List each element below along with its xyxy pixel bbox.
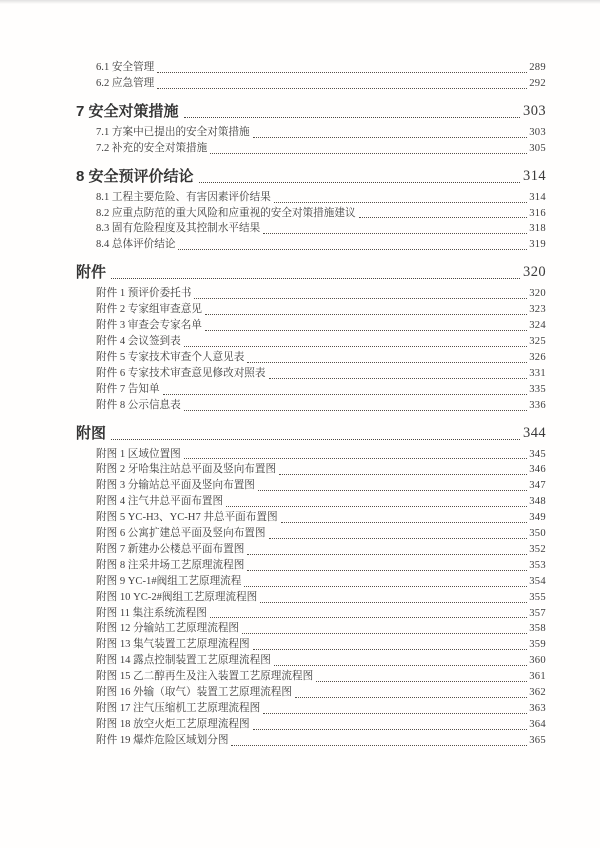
toc-entry-page: 289 (529, 62, 546, 73)
dot-leader (253, 137, 528, 138)
toc-entry-page: 364 (529, 718, 546, 730)
toc-entry-page: 316 (529, 207, 546, 219)
toc-entry-page: 314 (523, 167, 546, 184)
toc-entry (76, 478, 546, 494)
toc-entry (76, 669, 546, 685)
toc-entry (76, 462, 546, 478)
dot-leader (316, 681, 527, 682)
dot-leader (184, 346, 527, 347)
dot-leader (247, 554, 527, 555)
toc-entry (76, 141, 546, 157)
toc-entry (76, 574, 546, 590)
toc-entry (76, 733, 546, 749)
toc-entry-page: 344 (523, 424, 546, 441)
toc-entry-page: 357 (529, 607, 546, 619)
dot-leader (247, 570, 527, 571)
toc-entry-label: 附件 5 专家技术审查个人意见表 (96, 351, 245, 363)
toc-entry-label: 附图 16 外输（取气）装置工艺原理流程图 (96, 687, 292, 699)
toc-entry-page: 324 (529, 320, 546, 332)
toc-entry (76, 334, 546, 350)
toc-entry (76, 262, 546, 283)
toc-entry (76, 350, 546, 366)
dot-leader (210, 153, 527, 154)
toc-entry (76, 382, 546, 398)
toc-entry-page: 320 (523, 264, 546, 281)
toc-entry-page: 363 (529, 703, 546, 714)
toc-entry (76, 125, 546, 141)
toc-entry-label: 附件 4 会议签到表 (96, 335, 181, 347)
toc-entry-label: 6.2 应急管理 (96, 77, 155, 89)
toc-entry (76, 606, 546, 622)
dot-leader (263, 713, 527, 714)
toc-entry-page: 347 (529, 480, 546, 492)
dot-leader (163, 394, 528, 395)
toc-entry-label: 7.1 方案中已提出的安全对策措施 (96, 126, 250, 138)
toc-entry-page: 346 (529, 464, 546, 476)
toc-entry-label: 7 安全对策措施 (76, 102, 179, 120)
dot-leader (157, 72, 527, 73)
toc-entry-page: 314 (529, 191, 546, 203)
toc-entry-page: 305 (529, 142, 546, 154)
dot-leader (247, 362, 527, 363)
dot-leader (253, 729, 528, 730)
toc-entry (76, 366, 546, 382)
dot-leader (274, 665, 527, 666)
dot-leader (184, 458, 527, 459)
toc-entry (76, 558, 546, 574)
toc-entry-page: 359 (529, 639, 546, 651)
toc-entry (76, 653, 546, 669)
toc-entry-page: 303 (523, 102, 546, 119)
dot-leader (359, 217, 528, 218)
toc-entry (76, 302, 546, 318)
toc-entry-label: 附图 8 注采井场工艺原理流程图 (96, 559, 245, 571)
toc-entry-label: 附图 2 牙哈集注站总平面及竖向布置图 (96, 464, 277, 476)
dot-leader (194, 298, 527, 299)
toc-entry-label: 附件 1 预评价委托书 (96, 288, 192, 300)
toc-entry-label: 附图 3 分输站总平面及竖向布置图 (96, 480, 255, 492)
toc-entry-label: 附图 (76, 424, 107, 442)
toc-entry-page: 319 (529, 239, 546, 251)
dot-leader (205, 314, 527, 315)
toc-entry-page: 345 (529, 448, 546, 460)
dot-leader (199, 182, 521, 183)
toc-entry-label: 附图 6 公寓扩建总平面及竖向布置图 (96, 528, 266, 540)
dot-leader (274, 202, 527, 203)
dot-leader (263, 233, 527, 234)
toc-entry-label: 附图 13 集气装置工艺原理流程图 (96, 639, 250, 651)
toc-entry-label: 附件 6 专家技术审查意见修改对照表 (96, 367, 266, 379)
toc-list (76, 60, 546, 749)
toc-entry-label: 附图 18 放空火炬工艺原理流程图 (96, 718, 250, 730)
toc-entry-label: 附件 2 专家组审查意见 (96, 304, 202, 316)
toc-entry (76, 286, 546, 302)
toc-entry-page: 349 (529, 512, 546, 524)
dot-leader (269, 538, 528, 539)
toc-entry (76, 542, 546, 558)
toc-entry-page: 365 (529, 734, 546, 746)
toc-entry-page: 355 (529, 591, 546, 603)
toc-entry-page: 353 (529, 559, 546, 571)
toc-entry-label: 附图 1 区域位置图 (96, 448, 181, 460)
dot-leader (184, 410, 527, 411)
toc-entry-label: 附件 3 审查会专家名单 (96, 320, 202, 332)
toc-entry-label: 附图 7 新建办公楼总平面布置图 (96, 543, 245, 555)
dot-leader (231, 745, 527, 746)
dot-leader (178, 249, 527, 250)
toc-entry-page: 318 (529, 223, 546, 235)
toc-entry (76, 494, 546, 510)
dot-leader (210, 617, 527, 618)
toc-entry (76, 701, 546, 717)
toc-entry-page: 325 (529, 335, 546, 347)
toc-entry-label: 8.4 总体评价结论 (96, 239, 176, 251)
toc-entry (76, 221, 546, 237)
toc-entry (76, 423, 546, 444)
toc-entry (76, 166, 546, 187)
toc-entry (76, 60, 546, 76)
toc-entry-page: 335 (529, 383, 546, 395)
toc-entry-label: 附图 17 注气压缩机工艺原理流程图 (96, 703, 261, 714)
toc-entry-label: 附件 19 爆炸危险区域划分图 (96, 734, 229, 746)
toc-entry (76, 237, 546, 253)
toc-entry-page: 350 (529, 528, 546, 540)
toc-entry (76, 637, 546, 653)
toc-entry-label: 附图 12 分输站工艺原理流程图 (96, 623, 240, 635)
toc-entry-label: 附图 10 YC-2#阀组工艺原理流程图 (96, 591, 258, 603)
toc-entry (76, 398, 546, 414)
dot-leader (260, 602, 527, 603)
toc-entry-page: 323 (529, 304, 546, 316)
toc-entry-page: 292 (529, 77, 546, 89)
dot-leader (281, 522, 528, 523)
toc-entry-page: 348 (529, 496, 546, 508)
dot-leader (184, 117, 521, 118)
toc-entry-label: 8.3 固有危险程度及其控制水平结果 (96, 223, 261, 235)
dot-leader (244, 586, 527, 587)
toc-entry-label: 附件 (76, 264, 107, 282)
toc-entry-page: 352 (529, 543, 546, 555)
dot-leader (253, 649, 528, 650)
dot-leader (205, 330, 527, 331)
toc-entry (76, 447, 546, 463)
toc-entry-label: 8.1 工程主要危险、有害因素评价结果 (96, 191, 271, 203)
toc-entry-page: 326 (529, 351, 546, 363)
toc-entry (76, 190, 546, 206)
toc-entry-page: 320 (529, 288, 546, 300)
toc-entry (76, 76, 546, 92)
toc-entry-label: 附图 14 露点控制装置工艺原理流程图 (96, 655, 271, 667)
dot-leader (269, 378, 528, 379)
toc-entry-page: 354 (529, 575, 546, 587)
toc-entry (76, 510, 546, 526)
toc-entry (76, 621, 546, 637)
toc-entry-label: 附图 9 YC-1#阀组工艺原理流程 (96, 575, 242, 587)
toc-entry (76, 101, 546, 122)
toc-entry-label: 附图 4 注气井总平面布置图 (96, 496, 224, 508)
toc-entry-page: 362 (529, 687, 546, 699)
toc-entry-page: 331 (529, 367, 546, 379)
toc-entry (76, 717, 546, 733)
dot-leader (258, 490, 527, 491)
toc-entry-label: 8.2 应重点防范的重大风险和应重视的安全对策措施建议 (96, 207, 356, 219)
toc-entry-label: 附图 5 YC-H3、YC-H7 井总平面布置图 (96, 512, 278, 524)
toc-entry-label: 附件 7 告知单 (96, 383, 160, 395)
dot-leader (157, 88, 527, 89)
toc-entry-page: 303 (529, 126, 546, 138)
dot-leader (226, 506, 527, 507)
dot-leader (295, 697, 527, 698)
toc-entry-label: 7.2 补充的安全对策措施 (96, 142, 208, 154)
toc-entry-label: 8 安全预评价结论 (76, 167, 194, 185)
toc-entry-label: 附图 15 乙二醇再生及注入装置工艺原理流程图 (96, 671, 314, 683)
toc-entry-label: 附件 8 公示信息表 (96, 399, 181, 411)
toc-entry-page: 358 (529, 623, 546, 635)
toc-entry-page: 336 (529, 399, 546, 411)
toc-entry (76, 206, 546, 222)
toc-entry-label: 附图 11 集注系统流程图 (96, 607, 207, 619)
dot-leader (111, 278, 520, 279)
toc-entry (76, 685, 546, 701)
dot-leader (111, 439, 520, 440)
toc-entry (76, 590, 546, 606)
dot-leader (242, 633, 527, 634)
dot-leader (279, 474, 527, 475)
toc-entry-page: 360 (529, 655, 546, 667)
toc-entry (76, 526, 546, 542)
toc-entry-page: 361 (529, 671, 546, 683)
toc-entry-label: 6.1 安全管理 (96, 62, 155, 73)
toc-entry (76, 318, 546, 334)
